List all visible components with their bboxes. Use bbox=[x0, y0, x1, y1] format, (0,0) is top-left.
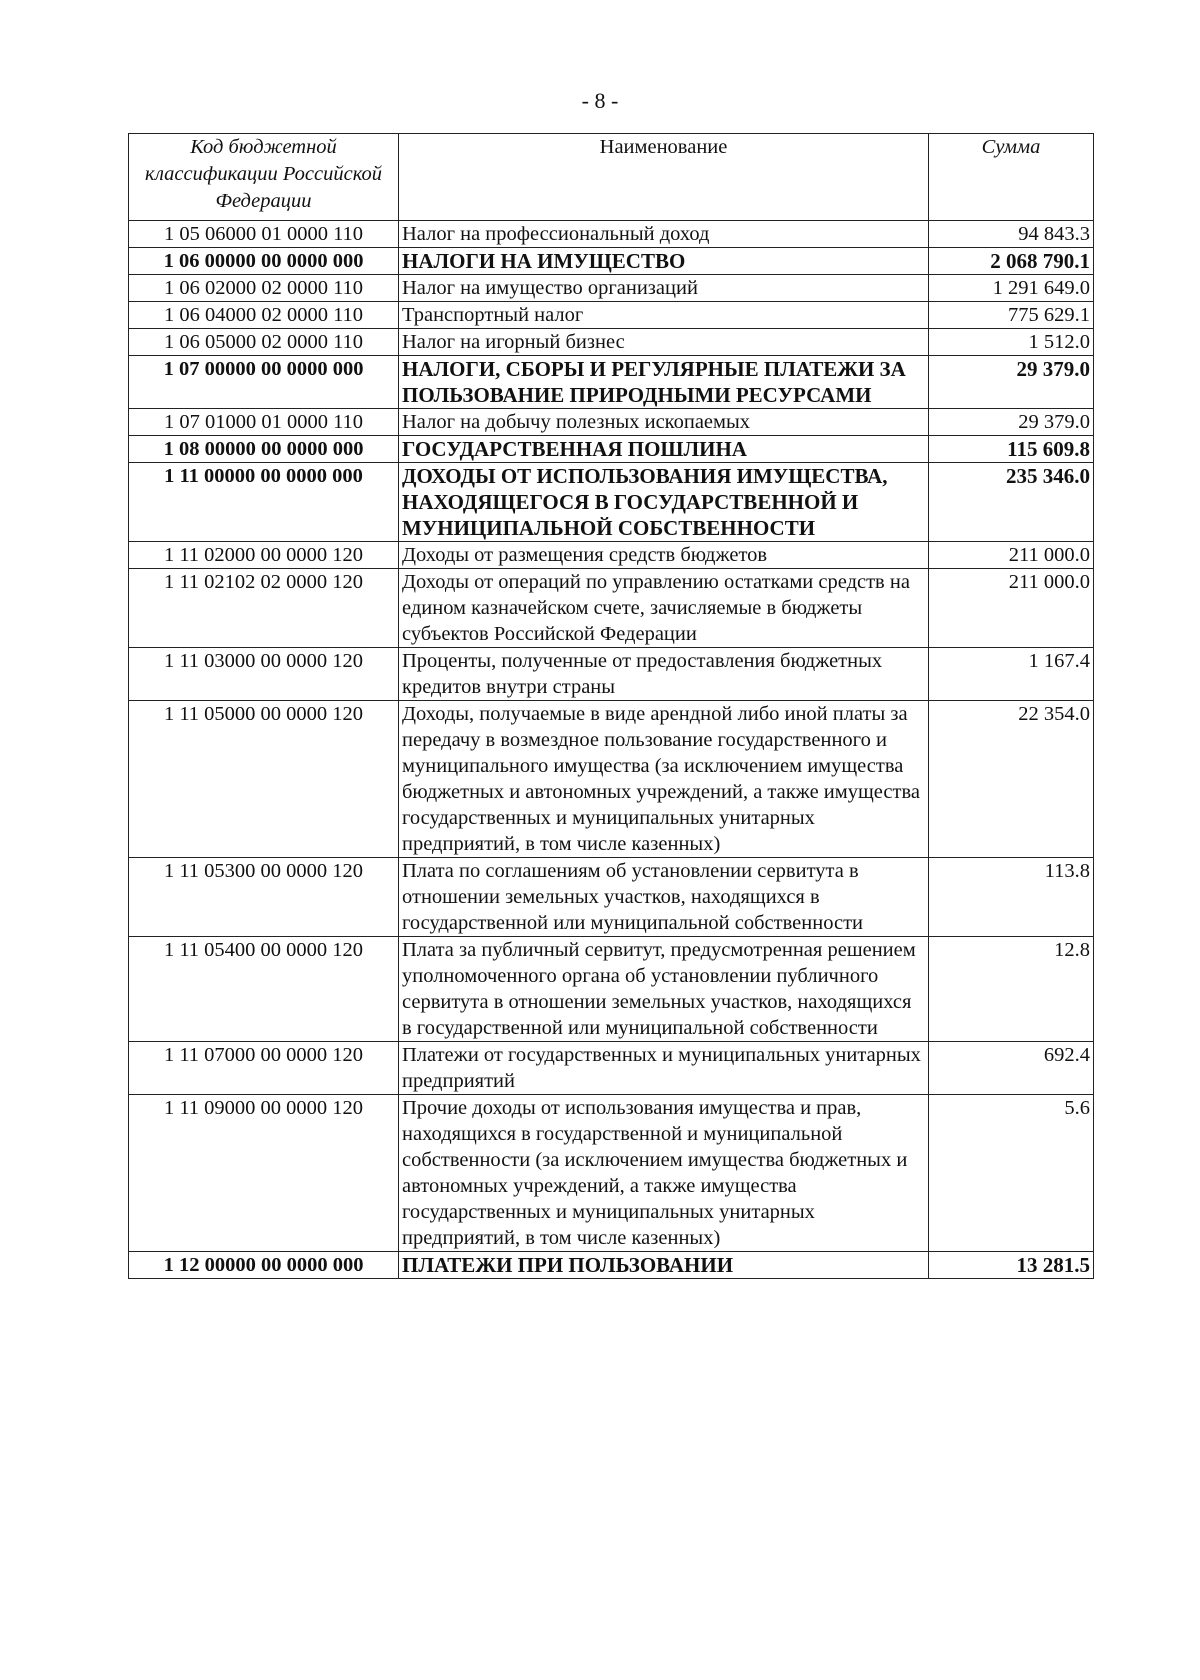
name-cell: ДОХОДЫ ОТ ИСПОЛЬЗОВАНИЯ ИМУЩЕСТВА, НАХОДЯЩЕГОСЯ В ГОСУДАРСТВЕННОЙ И МУНИЦИПАЛЬНОЙ СОБСТВЕННОСТИ bbox=[399, 463, 929, 542]
code-cell: 1 11 09000 00 0000 120 bbox=[129, 1095, 399, 1252]
name-cell: ПЛАТЕЖИ ПРИ ПОЛЬЗОВАНИИ bbox=[399, 1252, 929, 1279]
name-cell: Налог на имущество организаций bbox=[399, 275, 929, 302]
table-row bbox=[129, 409, 1094, 436]
table-row bbox=[129, 436, 1094, 463]
sum-cell: 12.8 bbox=[929, 937, 1094, 1042]
sum-cell: 1 512.0 bbox=[929, 329, 1094, 356]
sum-cell: 235 346.0 bbox=[929, 463, 1094, 542]
code-cell: 1 11 05000 00 0000 120 bbox=[129, 701, 399, 858]
sum-cell: 211 000.0 bbox=[929, 542, 1094, 569]
name-cell: Плата за публичный сервитут, предусмотренная решением уполномоченного органа об установлении публичного сервитута в отношении земельных участков, находящихся в государственной или муниципальной собственности bbox=[399, 937, 929, 1042]
code-cell: 1 06 02000 02 0000 110 bbox=[129, 275, 399, 302]
table-row bbox=[129, 1252, 1094, 1279]
code-cell: 1 08 00000 00 0000 000 bbox=[129, 436, 399, 463]
name-cell: Доходы от размещения средств бюджетов bbox=[399, 542, 929, 569]
table-body bbox=[129, 221, 1094, 1279]
header-name: Наименование bbox=[399, 134, 929, 221]
sum-cell: 2 068 790.1 bbox=[929, 248, 1094, 275]
name-cell: Прочие доходы от использования имущества и прав, находящихся в государственной и муниципальной собственности (за исключением имущества бюджетных и автономных учреждений, а также имущества государственных и муниципальных унитарных предприятий, в том числе казенных) bbox=[399, 1095, 929, 1252]
code-cell: 1 07 01000 01 0000 110 bbox=[129, 409, 399, 436]
table-row bbox=[129, 329, 1094, 356]
page-number: - 8 - bbox=[581, 88, 619, 113]
code-cell: 1 07 00000 00 0000 000 bbox=[129, 356, 399, 409]
table-row bbox=[129, 275, 1094, 302]
name-cell: Платежи от государственных и муниципальных унитарных предприятий bbox=[399, 1042, 929, 1095]
code-cell: 1 11 02000 00 0000 120 bbox=[129, 542, 399, 569]
name-cell: ГОСУДАРСТВЕННАЯ ПОШЛИНА bbox=[399, 436, 929, 463]
sum-cell: 115 609.8 bbox=[929, 436, 1094, 463]
sum-cell: 775 629.1 bbox=[929, 302, 1094, 329]
header-code: Код бюджетной классификации Российской Федерации bbox=[129, 134, 399, 221]
code-cell: 1 11 02102 02 0000 120 bbox=[129, 569, 399, 648]
table-row bbox=[129, 542, 1094, 569]
sum-cell: 5.6 bbox=[929, 1095, 1094, 1252]
name-cell: Транспортный налог bbox=[399, 302, 929, 329]
table-row bbox=[129, 858, 1094, 937]
sum-cell: 29 379.0 bbox=[929, 409, 1094, 436]
code-cell: 1 05 06000 01 0000 110 bbox=[129, 221, 399, 248]
name-cell: Проценты, полученные от предоставления бюджетных кредитов внутри страны bbox=[399, 648, 929, 701]
code-cell: 1 11 05400 00 0000 120 bbox=[129, 937, 399, 1042]
name-cell: Доходы от операций по управлению остатками средств на едином казначейском счете, зачисляемые в бюджеты субъектов Российской Федерации bbox=[399, 569, 929, 648]
name-cell: Плата по соглашениям об установлении сервитута в отношении земельных участков, находящихся в государственной или муниципальной собственности bbox=[399, 858, 929, 937]
table-row bbox=[129, 356, 1094, 409]
sum-cell: 94 843.3 bbox=[929, 221, 1094, 248]
sum-cell: 211 000.0 bbox=[929, 569, 1094, 648]
table-row bbox=[129, 248, 1094, 275]
name-cell: НАЛОГИ НА ИМУЩЕСТВО bbox=[399, 248, 929, 275]
table-header-row bbox=[129, 134, 1094, 221]
sum-cell: 1 167.4 bbox=[929, 648, 1094, 701]
table-row bbox=[129, 1095, 1094, 1252]
sum-cell: 29 379.0 bbox=[929, 356, 1094, 409]
code-cell: 1 11 03000 00 0000 120 bbox=[129, 648, 399, 701]
code-cell: 1 11 07000 00 0000 120 bbox=[129, 1042, 399, 1095]
code-cell: 1 06 05000 02 0000 110 bbox=[129, 329, 399, 356]
name-cell: Налог на профессиональный доход bbox=[399, 221, 929, 248]
code-cell: 1 11 00000 00 0000 000 bbox=[129, 463, 399, 542]
table-row bbox=[129, 701, 1094, 858]
sum-cell: 13 281.5 bbox=[929, 1252, 1094, 1279]
table-row bbox=[129, 937, 1094, 1042]
sum-cell: 692.4 bbox=[929, 1042, 1094, 1095]
table-row bbox=[129, 221, 1094, 248]
table-row bbox=[129, 302, 1094, 329]
table-row bbox=[129, 463, 1094, 542]
name-cell: НАЛОГИ, СБОРЫ И РЕГУЛЯРНЫЕ ПЛАТЕЖИ ЗА ПОЛЬЗОВАНИЕ ПРИРОДНЫМИ РЕСУРСАМИ bbox=[399, 356, 929, 409]
sum-cell: 113.8 bbox=[929, 858, 1094, 937]
name-cell: Налог на игорный бизнес bbox=[399, 329, 929, 356]
table-row bbox=[129, 569, 1094, 648]
header-sum: Сумма bbox=[929, 134, 1094, 221]
budget-table bbox=[128, 133, 1094, 1279]
code-cell: 1 11 05300 00 0000 120 bbox=[129, 858, 399, 937]
name-cell: Доходы, получаемые в виде арендной либо иной платы за передачу в возмездное пользование государственного и муниципального имущества (за исключением имущества бюджетных и автономных учреждений, а также имущества государственных и муниципальных унитарных предприятий, в том числе казенных) bbox=[399, 701, 929, 858]
sum-cell: 22 354.0 bbox=[929, 701, 1094, 858]
sum-cell: 1 291 649.0 bbox=[929, 275, 1094, 302]
name-cell: Налог на добычу полезных ископаемых bbox=[399, 409, 929, 436]
code-cell: 1 06 00000 00 0000 000 bbox=[129, 248, 399, 275]
code-cell: 1 06 04000 02 0000 110 bbox=[129, 302, 399, 329]
table-row bbox=[129, 648, 1094, 701]
code-cell: 1 12 00000 00 0000 000 bbox=[129, 1252, 399, 1279]
table-row bbox=[129, 1042, 1094, 1095]
